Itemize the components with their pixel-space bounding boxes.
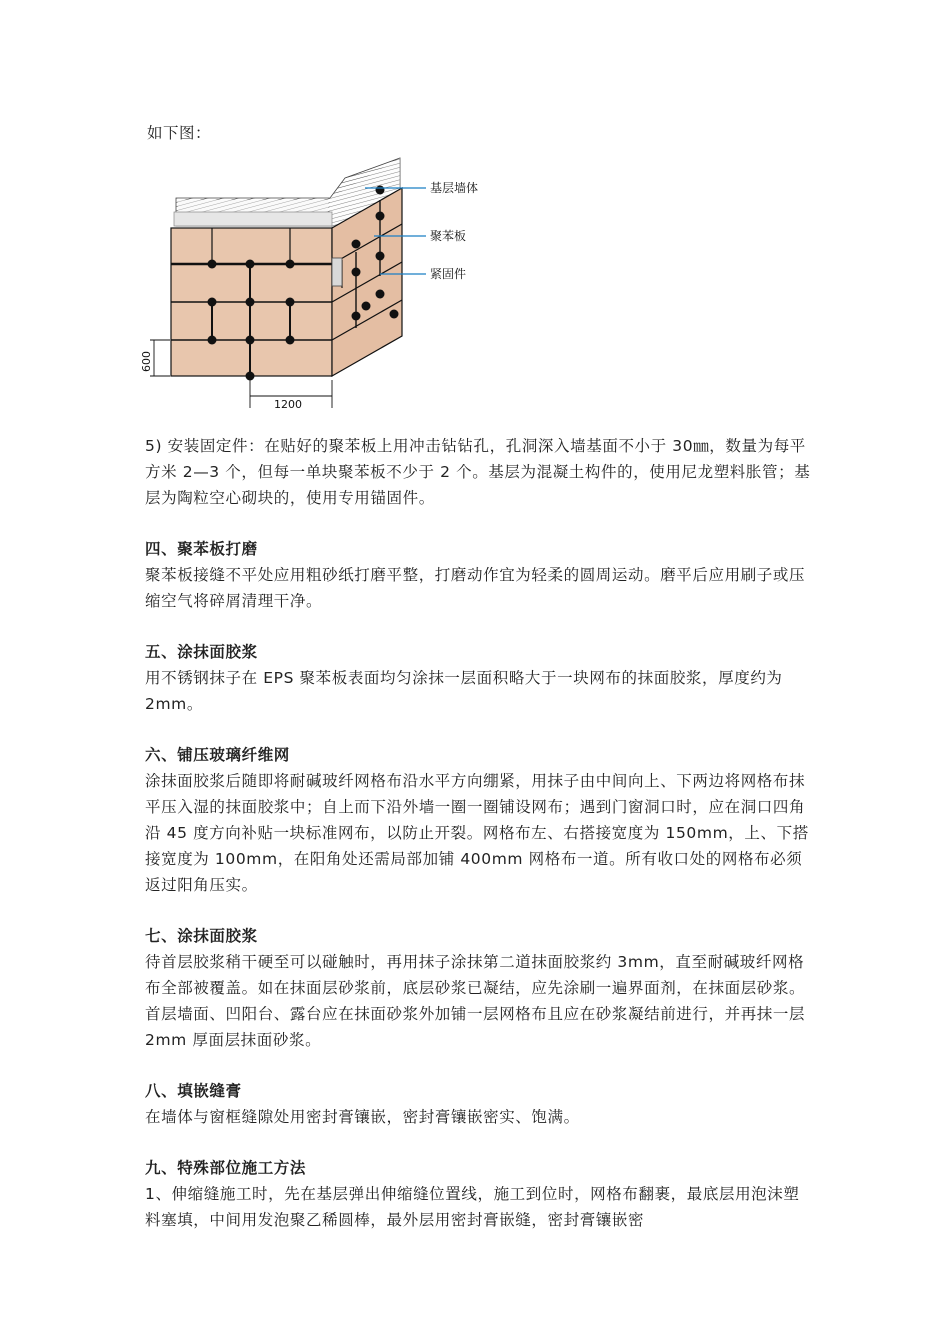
fastener-dot xyxy=(352,240,361,249)
fastener-dot xyxy=(376,252,385,261)
dimension-height xyxy=(150,340,170,376)
dimension-height-label: 600 xyxy=(140,351,153,372)
fastener-dot xyxy=(390,310,399,319)
section-heading: 九、特殊部位施工方法 xyxy=(145,1159,307,1177)
fastener-dot xyxy=(246,372,255,381)
fastener-dot xyxy=(286,336,295,345)
section-8-sealant xyxy=(145,1078,815,1130)
dimension-width-label: 1200 xyxy=(274,398,302,411)
section-heading: 六、铺压玻璃纤维网 xyxy=(145,746,290,764)
paragraph: 涂抹面胶浆后随即将耐碱玻纤网格布沿水平方向绷紧，用抹子由中间向上、下两边将网格布抹平压入湿的抹面胶浆中；自上而下沿外墙一圈一圈铺设网布；遇到门窗洞口时，应在洞口四角沿 45 度方向补贴一块标准网布，以防止开裂。网格布左、右搭接宽度为 150mm，上、下搭接宽度为 100mm，在阳角处还需局部加铺 400mm 网格布一道。所有收口处的网格布必须返过阳角压实。 xyxy=(145,772,809,894)
section-heading: 四、聚苯板打磨 xyxy=(145,540,258,558)
fastener-dot xyxy=(246,260,255,269)
fastener-dot xyxy=(376,290,385,299)
paragraph: 待首层胶浆稍干硬至可以碰触时，再用抹子涂抹第二道抹面胶浆约 3mm，直至耐碱玻纤网格布全部被覆盖。如在抹面层砂浆前，底层砂浆已凝结，应先涂刷一遍界面剂，在抹面层砂浆。首层墙面、凹阳台、露台应在抹面砂浆外加铺一层网格布且应在砂浆凝结前进行，并再抹一层 2mm 厚面层抹面砂浆。 xyxy=(145,953,806,1049)
label-fastener: 紧固件 xyxy=(430,267,467,281)
fastener-dot xyxy=(246,336,255,345)
paragraph: 用不锈钢抹子在 EPS 聚苯板表面均匀涂抹一层面积略大于一块网布的抹面胶浆，厚度约为 2mm。 xyxy=(145,669,783,713)
paragraph: 5) 安装固定件：在贴好的聚苯板上用冲击钻钻孔，孔洞深入墙基面不小于 30㎜，数量为每平方米 2—3 个，但每一单块聚苯板不少于 2 个。基层为混凝土构件的，使用尼龙塑料胀管；基层为陶粒空心砌块的，使用专用锚固件。 xyxy=(145,437,811,507)
fastener-dot xyxy=(286,260,295,269)
document-body xyxy=(145,433,815,1233)
section-heading: 八、填嵌缝膏 xyxy=(145,1082,242,1100)
section-4-eps-sanding xyxy=(145,536,815,614)
fastener-dot xyxy=(208,336,217,345)
paragraph: 1、伸缩缝施工时，先在基层弹出伸缩缝位置线，施工到位时，网格布翻裹，最底层用泡沫塑料塞填，中间用发泡聚乙稀圆棒，最外层用密封膏嵌缝，密封膏镶嵌密 xyxy=(145,1185,800,1229)
intro-text: 如下图： xyxy=(147,124,212,142)
fastener-dot xyxy=(208,260,217,269)
fastener-dot xyxy=(246,298,255,307)
section-9-special-areas xyxy=(145,1155,815,1233)
fastener-dot xyxy=(208,298,217,307)
section-7-second-coat xyxy=(145,923,815,1053)
fastener-dot xyxy=(352,268,361,277)
section-6-fiberglass-mesh xyxy=(145,742,815,898)
section-heading: 七、涂抹面胶浆 xyxy=(145,927,258,945)
fastener-dot xyxy=(376,186,385,195)
insulation-diagram xyxy=(130,140,500,420)
fastener-dot xyxy=(362,302,371,311)
paragraph: 聚苯板接缝不平处应用粗砂纸打磨平整，打磨动作宜为轻柔的圆周运动。磨平后应用刷子或压缩空气将碎屑清理干净。 xyxy=(145,566,806,610)
fastener-dot xyxy=(286,298,295,307)
section-5-base-coat xyxy=(145,639,815,717)
label-base-wall: 基层墙体 xyxy=(430,181,479,195)
label-eps-board: 聚苯板 xyxy=(430,229,467,243)
diagram-svg xyxy=(130,140,500,420)
section-heading: 五、涂抹面胶浆 xyxy=(145,643,258,661)
fastener-dot xyxy=(352,312,361,321)
section-step-5 xyxy=(145,433,815,511)
fastener-dot xyxy=(376,212,385,221)
paragraph: 在墙体与窗框缝隙处用密封膏镶嵌，密封膏镶嵌密实、饱满。 xyxy=(145,1108,580,1126)
